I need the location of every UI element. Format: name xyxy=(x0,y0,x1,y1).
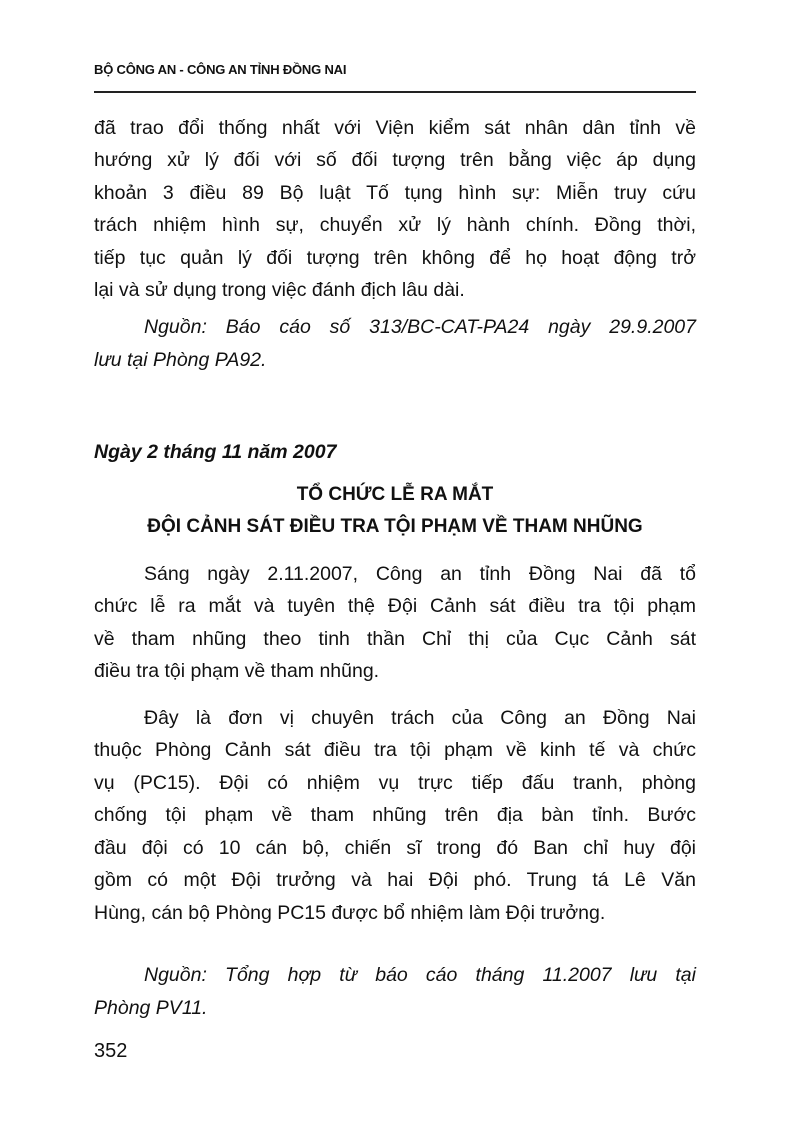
text-line: đầu đội có 10 cán bộ, chiến sĩ trong đó Ban chỉ huy đội xyxy=(94,837,696,859)
text-line: Hùng, cán bộ Phòng PC15 được bổ nhiệm làm Đội trưởng. xyxy=(94,902,606,924)
text-line: vụ (PC15). Đội có nhiệm vụ trực tiếp đấu tranh, phòng xyxy=(94,772,696,794)
text-line: hướng xử lý đối với số đối tượng trên bằng việc áp dụng xyxy=(94,149,696,171)
entry-date: Ngày 2 tháng 11 năm 2007 xyxy=(94,441,337,463)
text-line: Đây là đơn vị chuyên trách của Công an Đồng Nai xyxy=(144,707,696,729)
text-line: tiếp tục quản lý đối tượng trên không để họ hoạt động trở xyxy=(94,247,696,269)
header-rule xyxy=(94,91,696,93)
text-line: Sáng ngày 2.11.2007, Công an tỉnh Đồng Nai đã tổ xyxy=(144,563,696,585)
page-number: 352 xyxy=(94,1040,128,1062)
text-line: gồm có một Đội trưởng và hai Đội phó. Trung tá Lê Văn xyxy=(94,869,696,891)
text-line: thuộc Phòng Cảnh sát điều tra tội phạm về kinh tế và chức xyxy=(94,739,696,761)
section-title: TỔ CHỨC LỄ RA MẮT xyxy=(296,484,494,505)
text-line: khoản 3 điều 89 Bộ luật Tố tụng hình sự: Miễn truy cứu xyxy=(94,182,696,204)
text-line: điều tra tội phạm về tham nhũng. xyxy=(94,660,380,682)
text-line: về tham nhũng theo tinh thần Chỉ thị của Cục Cảnh sát xyxy=(94,628,696,650)
source-note: Nguồn: Tổng hợp từ báo cáo tháng 11.2007 lưu tại xyxy=(144,964,696,986)
text-line: lại và sử dụng trong việc đánh địch lâu dài. xyxy=(94,279,465,301)
text-line: chức lễ ra mắt và tuyên thệ Đội Cảnh sát điều tra tội phạm xyxy=(94,595,696,617)
text-line: chống tội phạm về tham nhũng trên địa bàn tỉnh. Bước xyxy=(94,804,696,826)
running-header: BỘ CÔNG AN - CÔNG AN TỈNH ĐỒNG NAI xyxy=(94,62,347,77)
section-title: ĐỘI CẢNH SÁT ĐIỀU TRA TỘI PHẠM VỀ THAM NHŨNG xyxy=(147,516,643,537)
source-note: lưu tại Phòng PA92. xyxy=(94,349,267,371)
source-note: Nguồn: Báo cáo số 313/BC-CAT-PA24 ngày 29.9.2007 xyxy=(144,316,696,338)
source-note: Phòng PV11. xyxy=(94,997,208,1019)
text-line: đã trao đổi thống nhất với Viện kiểm sát nhân dân tỉnh về xyxy=(94,117,696,139)
text-line: trách nhiệm hình sự, chuyển xử lý hành chính. Đồng thời, xyxy=(94,214,696,236)
